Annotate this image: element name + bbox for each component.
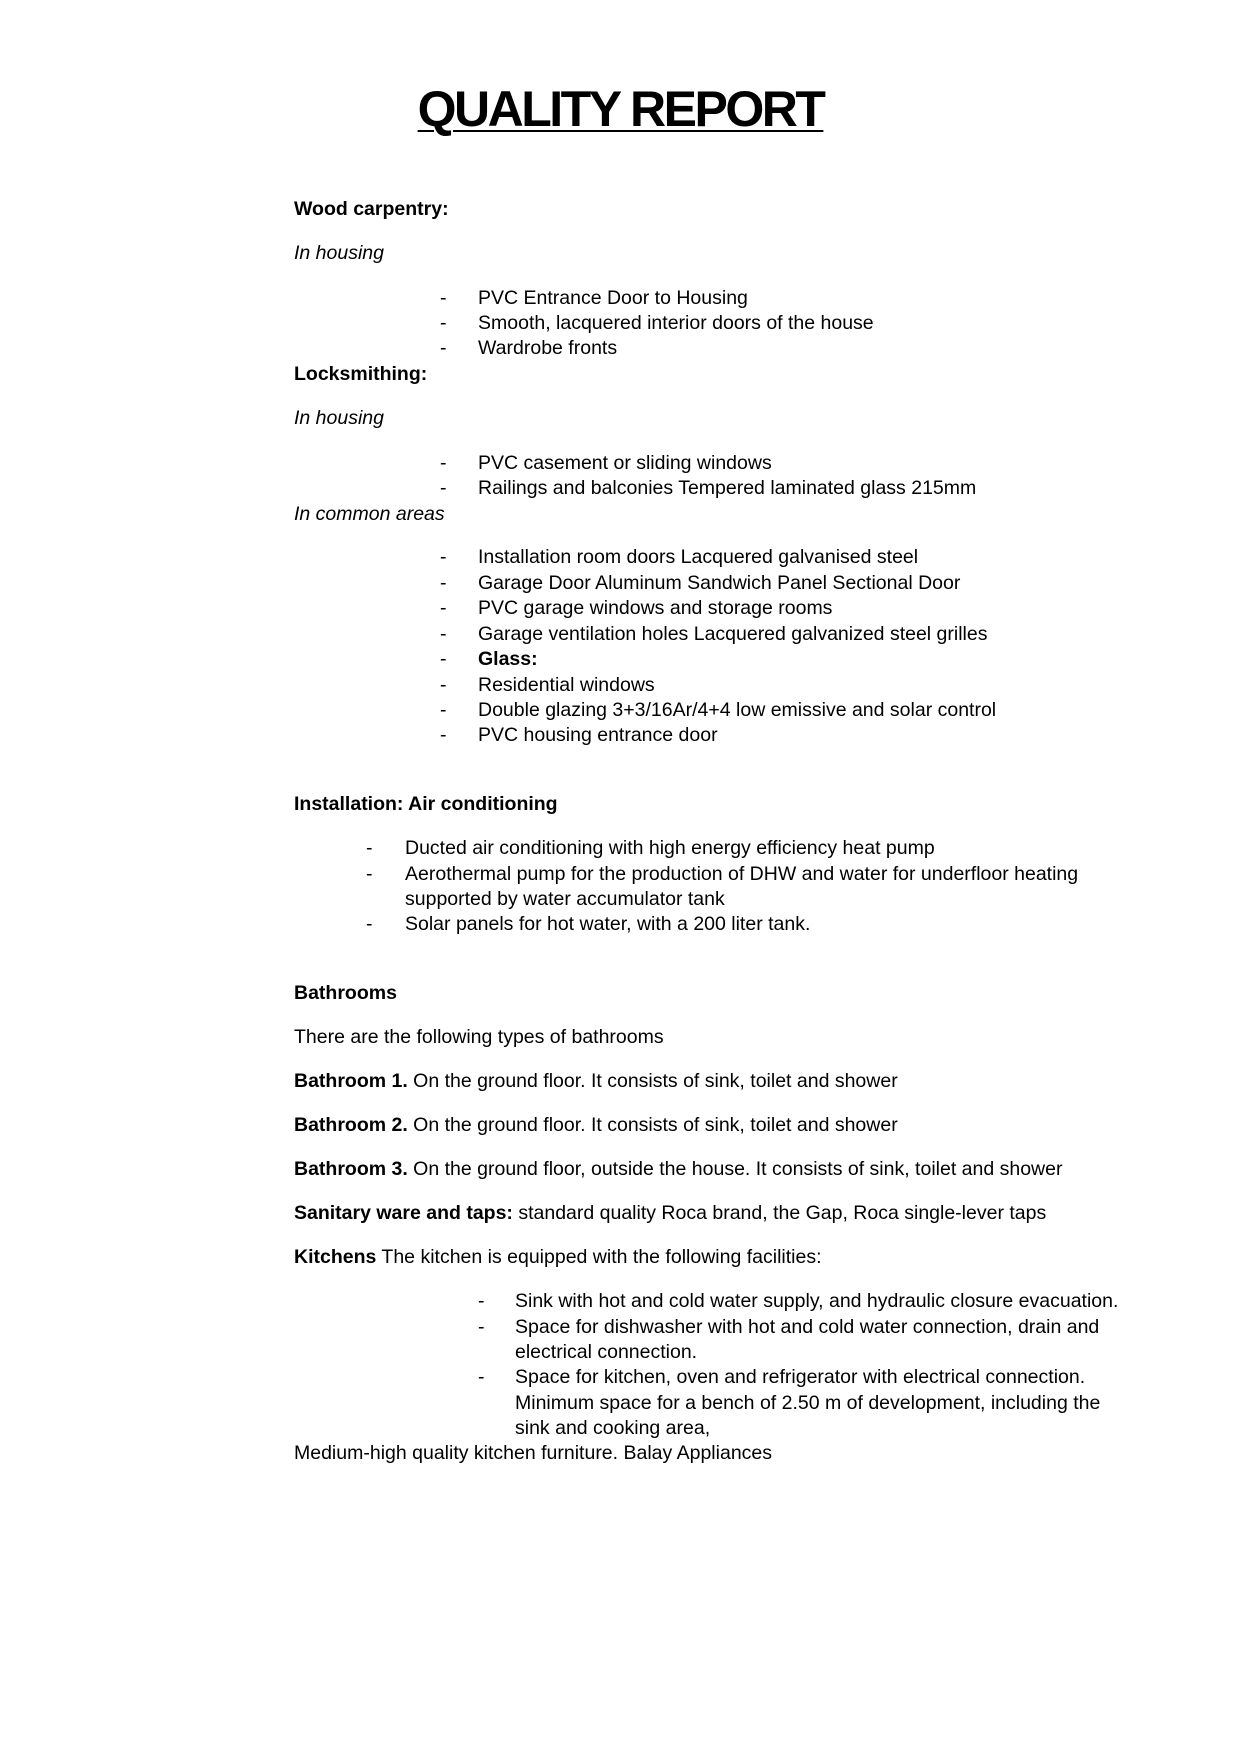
- bathroom-3-line: [294, 1157, 1062, 1181]
- sanitary-text: standard quality Roca brand, the Gap, Roca single-lever taps: [512, 1202, 1047, 1224]
- list-dash: -: [440, 337, 447, 359]
- list-dash: -: [478, 1316, 485, 1338]
- list-dash: -: [440, 312, 447, 334]
- kitchens-label: Kitchens: [294, 1246, 377, 1268]
- bathroom-1-line: [294, 1069, 898, 1093]
- list-item-continuation: supported by water accumulator tank: [405, 888, 725, 910]
- list-item-continuation: electrical connection.: [515, 1341, 698, 1363]
- list-item: Aerothermal pump for the production of DHW and water for underfloor heating: [405, 863, 1079, 885]
- list-dash: -: [366, 913, 373, 935]
- list-dash: -: [478, 1366, 485, 1388]
- list-item: Space for kitchen, oven and refrigerator with electrical connection.: [515, 1366, 1086, 1388]
- lock-in-housing-label: In housing: [294, 407, 384, 429]
- list-item: PVC casement or sliding windows: [478, 452, 772, 474]
- list-item: Railings and balconies Tempered laminated glass 215mm: [478, 477, 977, 499]
- list-dash: -: [440, 699, 447, 721]
- list-dash: -: [440, 623, 447, 645]
- list-item: Garage ventilation holes Lacquered galvanized steel grilles: [478, 623, 988, 645]
- kitchen-footer: Medium-high quality kitchen furniture. Balay Appliances: [294, 1442, 773, 1464]
- list-item: Wardrobe fronts: [478, 337, 618, 359]
- locksmithing-heading: Locksmithing:: [294, 363, 428, 385]
- bathrooms-heading: Bathrooms: [294, 982, 397, 1004]
- bathroom-1-text: On the ground floor. It consists of sink, toilet and shower: [407, 1070, 898, 1092]
- list-item-continuation: Minimum space for a bench of 2.50 m of development, including the: [515, 1392, 1101, 1414]
- list-item: PVC Entrance Door to Housing: [478, 287, 748, 309]
- list-dash: -: [440, 287, 447, 309]
- list-item: Residential windows: [478, 674, 655, 696]
- sanitary-line: [294, 1201, 1046, 1225]
- list-dash: -: [440, 674, 447, 696]
- bathroom-2-line: [294, 1113, 898, 1137]
- list-dash: -: [440, 477, 447, 499]
- list-dash: -: [440, 597, 447, 619]
- list-item: Garage Door Aluminum Sandwich Panel Sectional Door: [478, 572, 961, 594]
- lock-common-areas-label: In common areas: [294, 503, 445, 525]
- list-item: PVC housing entrance door: [478, 724, 718, 746]
- bathroom-3-text: On the ground floor, outside the house. It consists of sink, toilet and shower: [407, 1158, 1063, 1180]
- list-dash: -: [440, 572, 447, 594]
- list-dash: -: [440, 648, 447, 670]
- kitchens-line: [294, 1245, 822, 1269]
- installation-heading: Installation: Air conditioning: [294, 793, 558, 815]
- list-dash: -: [366, 837, 373, 859]
- list-item: Double glazing 3+3/16Ar/4+4 low emissive and solar control: [478, 699, 997, 721]
- bathroom-2-label: Bathroom 2.: [294, 1114, 408, 1136]
- list-item: Ducted air conditioning with high energy efficiency heat pump: [405, 837, 935, 859]
- sanitary-label: Sanitary ware and taps:: [294, 1202, 513, 1224]
- list-dash: -: [440, 724, 447, 746]
- list-item: Solar panels for hot water, with a 200 liter tank.: [405, 913, 811, 935]
- list-item: Installation room doors Lacquered galvanised steel: [478, 546, 919, 568]
- bathroom-3-label: Bathroom 3.: [294, 1158, 408, 1180]
- document-title: QUALITY REPORT: [417, 81, 824, 137]
- bathroom-1-label: Bathroom 1.: [294, 1070, 408, 1092]
- list-item: PVC garage windows and storage rooms: [478, 597, 833, 619]
- wood-carpentry-heading: Wood carpentry:: [294, 198, 449, 220]
- list-dash: -: [440, 452, 447, 474]
- kitchens-text: The kitchen is equipped with the following facilities:: [376, 1246, 822, 1268]
- list-item: Space for dishwasher with hot and cold water connection, drain and: [515, 1316, 1100, 1338]
- glass-subheading: Glass:: [478, 648, 538, 670]
- bathrooms-intro: There are the following types of bathrooms: [294, 1026, 664, 1048]
- bathroom-2-text: On the ground floor. It consists of sink, toilet and shower: [407, 1114, 898, 1136]
- list-item: Sink with hot and cold water supply, and hydraulic closure evacuation.: [515, 1290, 1119, 1312]
- wood-in-housing-label: In housing: [294, 242, 384, 264]
- list-dash: -: [366, 863, 373, 885]
- list-item-continuation: sink and cooking area,: [515, 1417, 711, 1439]
- list-dash: -: [478, 1290, 485, 1312]
- list-dash: -: [440, 546, 447, 568]
- list-item: Smooth, lacquered interior doors of the house: [478, 312, 874, 334]
